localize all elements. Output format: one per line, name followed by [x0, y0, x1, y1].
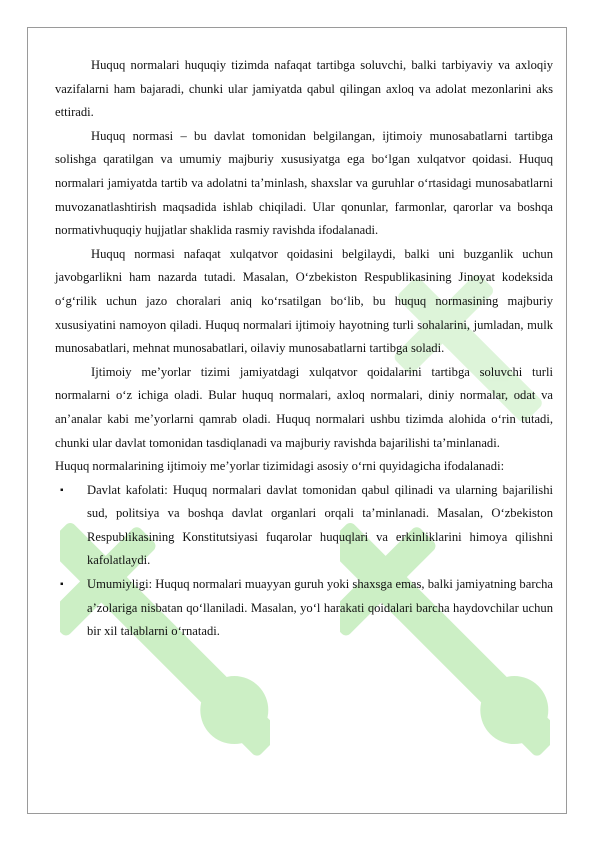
- bullet-list: [55, 479, 553, 644]
- list-item: ▪ Davlat kafolati: Huquq normalari davlat tomonidan qabul qilinadi va ularning bajarilishi sud, politsiya va boshqa davlat organlari orqali ta’minlanadi. Masalan, O‘zbekiston Respublikasining Konstitutsiyasi fuqarolar huquqlari va erkinliklarini himoya qilishni kafolatlaydi.: [55, 479, 553, 573]
- paragraph: Huquq normasi nafaqat xulqatvor qoidasini belgilaydi, balki uni buzganlik uchun javobgarlikni ham nazarda tutadi. Masalan, O‘zbekiston Respublikasining Jinoyat kodeksida o‘g‘rilik uchun jazo choralari aniq ko‘rsatilgan bo‘lib, bu huquq normasining majburiy xususiyatini namoyon qiladi. Huquq normalari ijtimoiy hayotning turli sohalarini, jumladan, mulk munosabatlari, mehnat munosabatlari, oilaviy munosabatlarni tartibga soladi.: [55, 246, 553, 356]
- intro-line: Huquq normalarining ijtimoiy me’yorlar tizimidagi asosiy o‘rni quyidagicha ifodalanadi:: [55, 459, 505, 474]
- list-item: ▪ Umumiyligi: Huquq normalari muayyan guruh yoki shaxsga emas, balki jamiyatning barcha a’zolariga nisbatan qo‘llaniladi. Masalan, yo‘l harakati qoidalari barcha haydovchilar uchun bir xil talablarni o‘rnatadi.: [55, 573, 553, 644]
- paragraph: Huquq normalari huquqiy tizimda nafaqat tartibga soluvchi, balki tarbiyaviy va axloqiy vazifalarni ham bajaradi, chunki ular jamiyatda qabul qilingan axloq va adolat mezonlarini aks ettiradi.: [55, 58, 553, 120]
- document-body: [55, 54, 553, 644]
- paragraph: Ijtimoiy me’yorlar tizimi jamiyatdagi xulqatvor qoidalarini tartibga soluvchi turli normalarni o‘z ichiga oladi. Bular huquq normalari, axloq normalari, diniy normalar, odat va an’analar kabi me’yorlarni qamrab oladi. Huquq normalari ushbu tizimda alohida o‘rin tutadi, chunki ular davlat tomonidan tasdiqlanadi va majburiy ravishda bajarilishi ta’minlanadi.: [55, 364, 553, 450]
- paragraph: Huquq normasi – bu davlat tomonidan belgilangan, ijtimoiy munosabatlarni tartibga solishga qaratilgan va umumiy majburiy xususiyatga ega bo‘lgan xulqatvor qoidasi. Huquq normalari jamiyatda tartib va adolatni ta’minlash, shaxslar va guruhlar o‘rtasidagi munosabatlarni muvozanatlashtirish maqsadida ishlab chiqiladi. Ular qonunlar, farmonlar, qarorlar va boshqa normativhuquqiy hujjatlar shaklida rasmiy ravishda ifodalanadi.: [55, 128, 553, 238]
